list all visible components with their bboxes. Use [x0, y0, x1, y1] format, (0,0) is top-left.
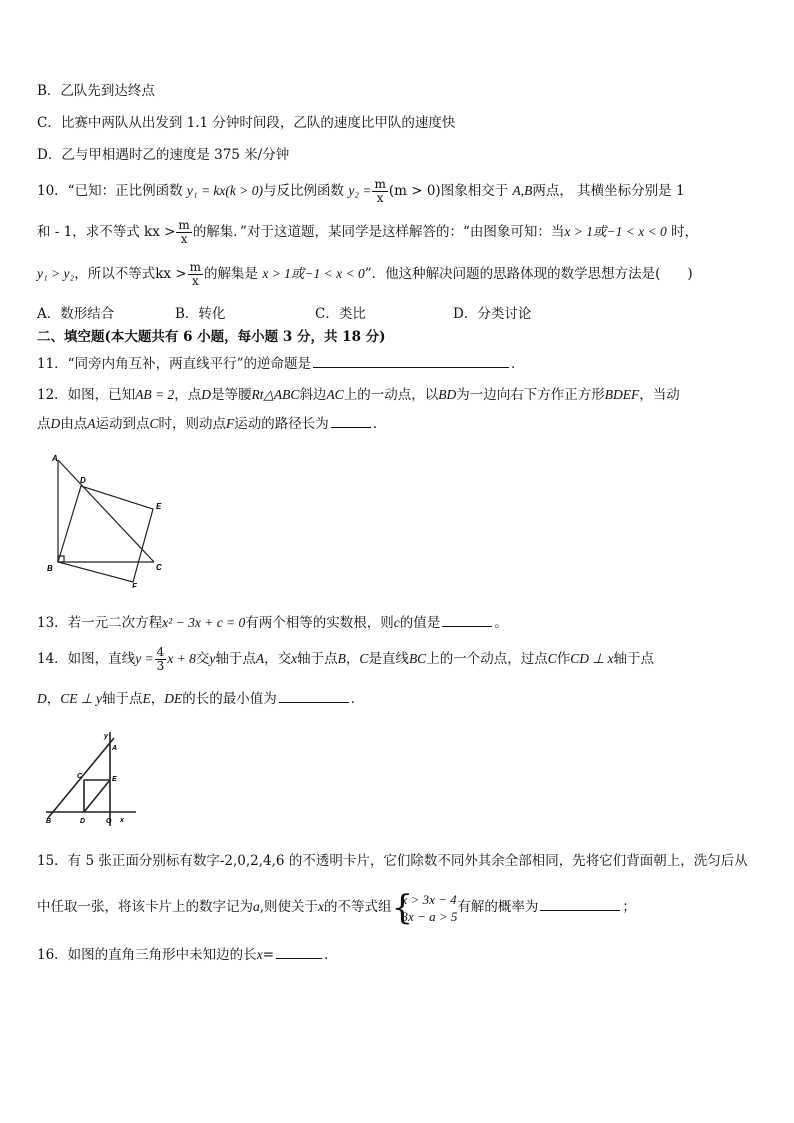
- q14-figure: [44, 728, 140, 828]
- label-e: E: [112, 776, 117, 783]
- answer-blank[interactable]: [313, 355, 509, 368]
- label-c: C: [77, 773, 83, 780]
- label-d: D: [80, 818, 86, 825]
- fraction-m-over-x: $\frac{m}{x}$: [178, 218, 190, 246]
- q10-option-c[interactable]: C．类比: [315, 306, 366, 322]
- q12-line1: 12．如图，已知AB = 2，点D是等腰Rt△ABC斜边AC上的一动点，以BD为一边向右下方作正方形BDEF，当动: [37, 387, 680, 403]
- answer-blank[interactable]: [442, 614, 492, 627]
- q13: 13．若一元二次方程x² − 3x + c = 0有两个相等的实数根，则c的值是 。: [37, 615, 508, 631]
- q10-line3: y₁ > y₂，所以不等式kx > $\frac{m}{x}$ 的解集是 x > 1或−1 < x < 0”．他这种解决问题的思路体现的数学思想方法是( ): [37, 260, 693, 288]
- q12-line2: 点D由点A运动到点C时，则动点F运动的路径长为 .: [37, 416, 378, 432]
- brace-icon: {: [391, 887, 414, 928]
- inequality-system: { x > 3x − 4 3x − a > 5: [391, 887, 458, 928]
- q14-line2: D，CE ⊥ y轴于点E，DE的长的最小值为 ．: [37, 691, 365, 707]
- q10-line2: 和 - 1，求不等式 kx > $\frac{m}{x}$ 的解集．”对于这道题，某同学是这样解答的：“由图象可知：当x > 1或−1 < x < 0 时，: [37, 218, 699, 246]
- label-o: O: [106, 818, 112, 825]
- label-f: F: [132, 582, 137, 588]
- answer-blank[interactable]: [540, 898, 620, 911]
- answer-blank[interactable]: [276, 946, 322, 959]
- answer-blank[interactable]: [331, 415, 371, 428]
- q15-line1: 15．有 5 张正面分别标有数字-2,0,2,4,6 的不透明卡片，它们除数不同外其余全部相同，先将它们背面朝上，洗匀后从: [37, 853, 748, 869]
- label-c: C: [156, 563, 162, 572]
- label-a: A: [52, 454, 58, 463]
- segment-ac: [58, 460, 154, 562]
- label-b: B: [47, 564, 53, 573]
- label-d: D: [80, 476, 86, 485]
- q10-options: [37, 302, 637, 320]
- q10-option-d[interactable]: D．分类讨论: [453, 306, 532, 322]
- q10-line1: 10．“已知：正比例函数 y₁ = kx(k > 0)与反比例函数 y₂ = $\frac{m}{x}$ (m > 0)图象相交于 A,B两点， 其横坐标分别是 1: [37, 177, 685, 205]
- square-bdef: [58, 486, 153, 582]
- section-fill-in-title: 二、填空题(本大题共有 6 小题，每小题 3 分，共 18 分): [37, 329, 386, 345]
- label-x: x: [120, 817, 124, 824]
- q16: 16．如图的直角三角形中未知边的长x= .: [37, 947, 329, 963]
- q14-line1: 14．如图，直线y = $\frac{4}{3}$ x + 8交y轴于点A，交x轴于点B，C是直线BC上的一个动点，过点C作CD ⊥ x轴于点: [37, 645, 654, 673]
- label-b: B: [46, 818, 52, 825]
- fraction-m-over-x: $\frac{m}{x}$: [189, 260, 202, 288]
- q11: 11．“同旁内角互补，两直线平行”的逆命题是 .: [37, 356, 516, 372]
- label-e: E: [156, 502, 162, 511]
- q9-option-c: C．比赛中两队从出发到 1.1 分钟时间段，乙队的速度比甲队的速度快: [37, 115, 456, 131]
- fraction-m-over-x: $\frac{m}{x}$: [374, 177, 386, 205]
- q9-option-d: D．乙与甲相遇时乙的速度是 375 米/分钟: [37, 147, 290, 163]
- fraction-4-over-3: $\frac{4}{3}$: [156, 645, 165, 673]
- q10-option-b[interactable]: B．转化: [175, 306, 226, 322]
- label-y: y: [104, 733, 108, 740]
- label-a: A: [112, 745, 118, 752]
- answer-blank[interactable]: [279, 690, 349, 703]
- q15-line2: 中任取一张，将该卡片上的数字记为a,则使关于x的不等式组 { x > 3x − 4 3x − a > 5 有解的概率为 ；: [37, 887, 636, 928]
- q10-option-a[interactable]: A．数形结合: [37, 306, 115, 322]
- segment-de: [84, 780, 110, 812]
- q9-option-b: B．乙队先到达终点: [37, 83, 155, 99]
- q12-figure: [42, 448, 178, 588]
